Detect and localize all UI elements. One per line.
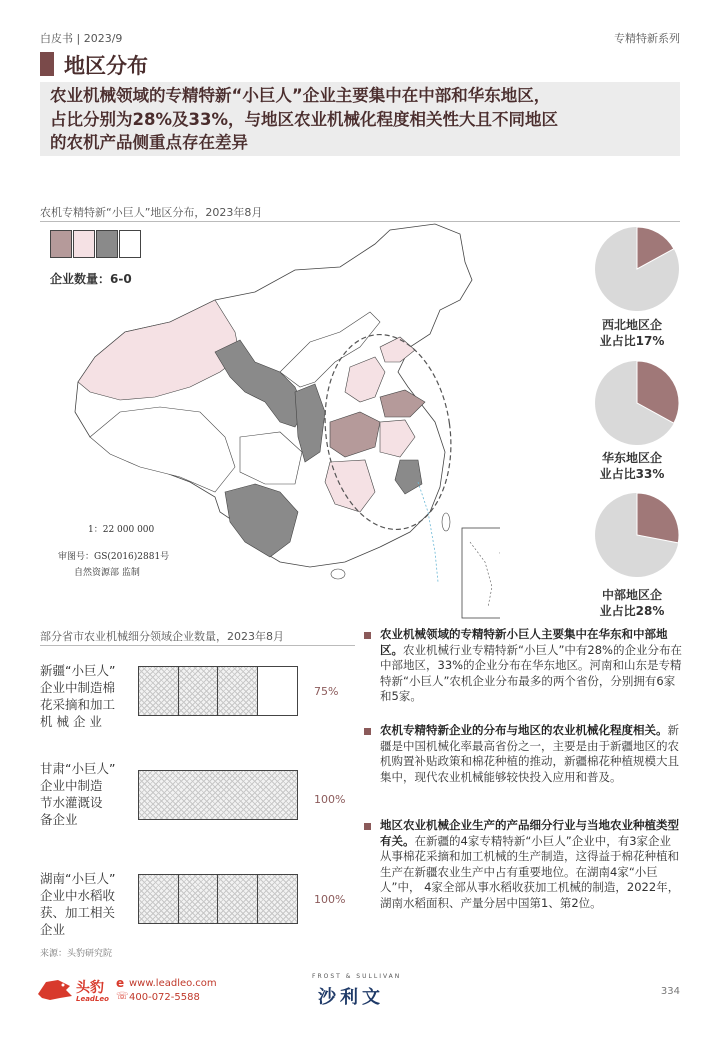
bar-cell-filled [258, 875, 298, 923]
bar-cell-filled [139, 875, 179, 923]
bullet-paragraph [380, 723, 682, 785]
segment-bar [138, 666, 298, 716]
partner-cn: 沙利文 [318, 987, 384, 1008]
label-line: 节水灌溉设 [40, 795, 103, 810]
label-line: 企业中水稻收 [40, 888, 116, 903]
label-line: 湖南“小巨人” [40, 871, 116, 886]
pie-caption-line: 中部地区企 [601, 588, 662, 602]
label-line: 备企业 [40, 812, 78, 827]
bullet-paragraph [380, 818, 682, 911]
pie-chart [592, 224, 682, 314]
headline-line: 占比分别为28%及33%，与地区农业机械化程度相关性大且不同地区 [50, 109, 558, 129]
bullet-body: 农业机械行业专精特新“小巨人”中有28%的企业分布在中部地区，33%的企业分布在华东地区。河南和山东是专精特新“小巨人”农机企业分布最多的两个省份，分别拥有6家和5家。 [380, 642, 682, 703]
section-marker [40, 52, 54, 76]
pie-highlight-slice [637, 493, 679, 543]
headline [40, 82, 680, 156]
map-authority: 自然资源部 监制 [74, 568, 140, 578]
website-link[interactable]: www.leadleo.com [129, 978, 217, 989]
label-line: 获、加工相关 [40, 905, 116, 920]
label-line: 机 械 企 业 [40, 714, 102, 729]
bar-cell-empty [258, 667, 298, 715]
map-scale: 1：22 000 000 [88, 525, 155, 535]
brand-en: LeadLeo [76, 995, 109, 1003]
segment-row-label [40, 870, 132, 938]
map-review-no: 审图号：GS(2016)2881号 [58, 552, 170, 562]
bullet-lead: 农业机械领域的专精特新小巨人主要集中在华东和中部地区。 [380, 627, 668, 657]
bullet-marker [364, 823, 371, 830]
phone-number: 400-072-5588 [129, 992, 200, 1003]
headline-line: 的农机产品侧重点存在差异 [50, 133, 248, 152]
label-line: 花采摘和加工 [40, 697, 116, 712]
phone-icon: ☏ [116, 991, 129, 1002]
map-title: 农机专精特新“小巨人”地区分布，2023年8月 [40, 206, 263, 219]
series-name: 专精特新系列 [614, 32, 680, 45]
pie-caption-line: 业占比28% [599, 604, 665, 618]
taiwan-island [442, 513, 450, 531]
label-line: 企业中制造 [40, 778, 103, 793]
segments-title: 部分省市农业机械细分领域企业数量，2023年8月 [40, 630, 284, 643]
pie-caption [587, 317, 677, 349]
segment-bar [138, 770, 298, 820]
segment-pct: 100% [314, 793, 346, 806]
bullet-body: 在新疆的4家专精特新“小巨人”企业中，有3家企业从事棉花采摘和加工机械的生产制造，这得益于棉花种植和生产在新疆农业生产中占有重要地位。在湖南4家“小巨人”中， 4家全部从事水稻收获加工机械的制造，2022年，湖南水稻面积、产量分居中国第1、第2位。 [380, 833, 680, 910]
bar-cell-filled [139, 771, 297, 819]
segment-pct: 75% [314, 685, 339, 698]
source-note: 来源：头豹研究院 [40, 949, 113, 959]
segment-row-label [40, 662, 132, 730]
report-tag: 白皮书 | 2023/9 [40, 32, 123, 45]
bar-cell-filled [139, 667, 179, 715]
divider [40, 645, 355, 646]
bullet-lead: 农机专精特新企业的分布与地区的农业机械化程度相关。 [380, 723, 668, 737]
china-map [40, 222, 500, 622]
label-line: 企业中制造棉 [40, 680, 116, 695]
bar-cell-filled [218, 667, 258, 715]
web-icon: e [116, 976, 125, 990]
pie-caption-line: 西北地区企 [601, 318, 662, 332]
segment-bar [138, 874, 298, 924]
pie-caption-line: 业占比33% [599, 467, 665, 481]
label-line: 甘肃“小巨人” [40, 761, 116, 776]
pie-caption [587, 450, 677, 482]
label-line: 企业 [40, 922, 66, 937]
headline-line: 农业机械领域的专精特新“小巨人”企业主要集中在中部和华东地区， [50, 86, 551, 105]
label-line: 新疆“小巨人” [40, 663, 116, 678]
bar-cell-filled [179, 667, 219, 715]
bar-cell-filled [179, 875, 219, 923]
hainan-island [331, 569, 345, 579]
bullet-marker [364, 728, 371, 735]
leopard-logo-icon [36, 976, 74, 1002]
south-sea-inset [462, 528, 500, 618]
page-number: 334 [660, 986, 680, 997]
segment-pct: 100% [314, 893, 346, 906]
partner-en: FROST & SULLIVAN [312, 973, 402, 980]
bar-cell-filled [218, 875, 258, 923]
pie-caption-line: 业占比17% [599, 334, 665, 348]
pie-chart [592, 358, 682, 448]
segment-row-label [40, 760, 132, 828]
pie-caption-line: 华东地区企 [601, 451, 662, 465]
bullet-body: 新疆是中国机械化率最高省份之一，主要是由于新疆地区的农机购置补贴政策和棉花种植的推动，新疆棉花种植规模大且集中，现代农业机械能够较快投入应用和普及。 [380, 723, 679, 784]
pie-chart [592, 490, 682, 580]
pie-caption [587, 587, 677, 619]
bullet-lead: 地区农业机械企业生产的产品细分行业与当地农业种植类型有关。 [380, 818, 679, 848]
bullet-marker [364, 632, 371, 639]
brand-cn: 头豹 [76, 980, 104, 996]
section-title: 地区分布 [64, 54, 148, 78]
legend-label: 企业数量：6-0 [50, 272, 132, 286]
bullet-paragraph [380, 627, 682, 705]
